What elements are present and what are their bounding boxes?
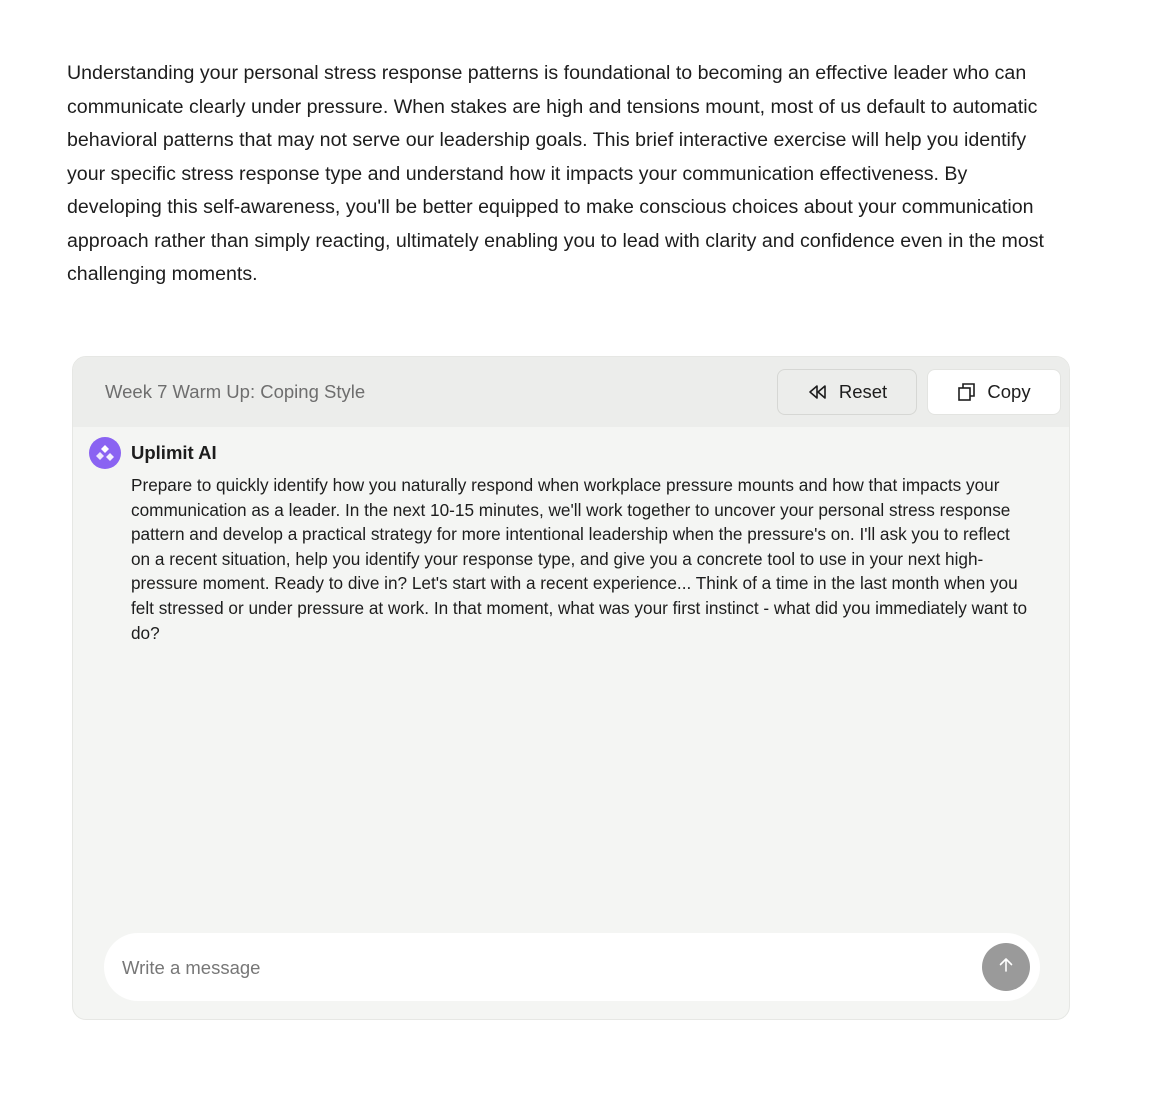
chat-title: Week 7 Warm Up: Coping Style (105, 381, 366, 402)
message-author: Uplimit AI (131, 442, 217, 463)
message-input[interactable] (120, 933, 964, 1003)
rewind-icon (807, 384, 829, 400)
reset-button[interactable] (777, 369, 917, 415)
uplimit-logo-icon (89, 437, 121, 469)
chat-header (73, 357, 1069, 427)
intro-paragraph: Understanding your personal stress response patterns is foundational to becoming an effective leader who can communicate clearly under pressure. When stakes are high and tensions mount, most of us default to automatic behavioral patterns that may not serve our leadership goals. This brief interactive exercise will help you identify your specific stress response type and understand how it impacts your communication effectiveness. By developing this self-awareness, you'll be better equipped to make conscious choices about your communication approach rather than simply reacting, ultimately enabling you to lead with clarity and confidence even in the most challenging moments. (67, 62, 1044, 285)
message-text: Prepare to quickly identify how you naturally respond when workplace pressure mounts and how that impacts your communication as a leader. In the next 10-15 minutes, we'll work together to uncover your personal stress response pattern and develop a practical strategy for more intentional leadership when the pressure's on. I'll ask you to reflect on a recent situation, help you identify your response type, and give you a concrete tool to use in your next high-pressure moment. Ready to dive in? Let's start with a recent experience... Think of a time in the last month when you felt stressed or under pressure at work. In that moment, what was your first instinct - what did you immediately want to do? (131, 475, 1028, 643)
chat-panel (72, 356, 1070, 1020)
copy-icon (957, 382, 977, 402)
message-composer (104, 933, 1040, 1001)
copy-button[interactable] (927, 369, 1061, 415)
send-button[interactable] (982, 943, 1030, 991)
reset-label: Reset (838, 381, 888, 402)
copy-label: Copy (987, 381, 1031, 402)
arrow-up-icon (997, 956, 1015, 979)
